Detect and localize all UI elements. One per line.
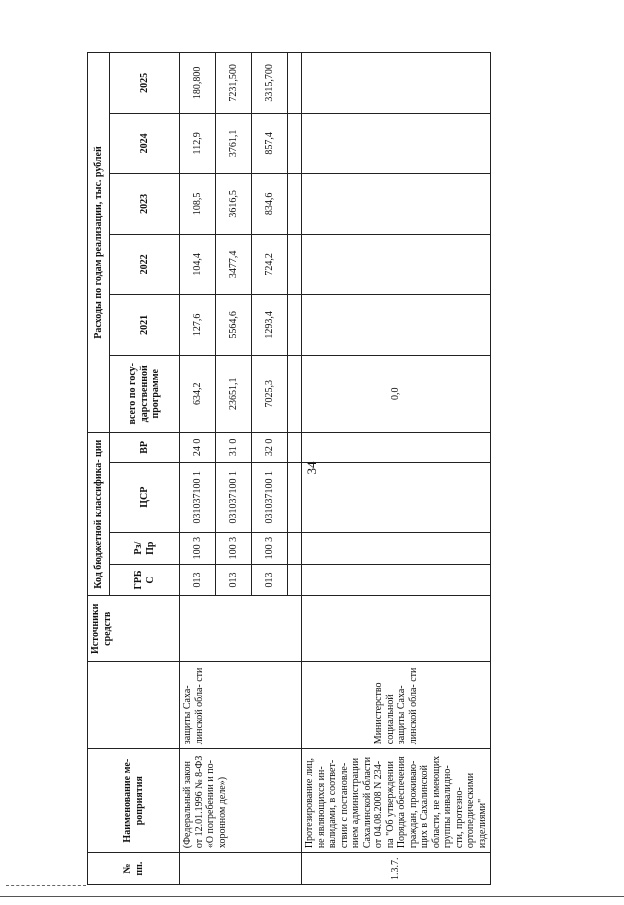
block2-executor: Министерство социальной защиты Саха- линской обла- сти	[302, 662, 491, 749]
cell-2021: 127,6	[180, 295, 216, 355]
header-2025: 2025	[110, 53, 180, 114]
cell-2025: 180,800	[180, 53, 216, 114]
cell-grbs: 013	[216, 564, 252, 596]
header-grbs: ГРБ С	[110, 564, 180, 596]
block1-name: (Федеральный закон от 12.01.1996 № 8-ФЗ «О погребении и по- хоронном деле»)	[180, 749, 302, 853]
cell-2021: 1293,4	[252, 295, 288, 355]
cell-grbs: 013	[180, 564, 216, 596]
cell-2023: 3616,5	[216, 174, 252, 234]
header-2021: 2021	[110, 295, 180, 355]
cell-2022: 3477,4	[216, 234, 252, 294]
rotated-table-container	[87, 52, 488, 885]
header-expenses: Расходы по годам реализации, тыс. рублей	[88, 53, 110, 433]
page-number: 34	[304, 461, 319, 475]
block2-num: 1.3.7.	[302, 853, 491, 885]
header-csr: ЦСР	[110, 462, 180, 532]
header-vr: ВР	[110, 433, 180, 463]
cell-2024: 112,9	[180, 113, 216, 173]
block2-total: 0,0	[302, 355, 491, 432]
header-rzpr: Рз/ Пр	[110, 532, 180, 564]
scan-edge-line	[0, 896, 624, 897]
cell-2024: 3761,1	[216, 113, 252, 173]
cell-rzpr: 100 3	[180, 532, 216, 564]
header-2023: 2023	[110, 174, 180, 234]
budget-table	[87, 52, 491, 885]
block1-num	[180, 853, 302, 885]
cell-csr: 031037100 1	[252, 462, 288, 532]
cell-2023: 108,5	[180, 174, 216, 234]
cell-grbs: 013	[252, 564, 288, 596]
block2-name: Протезирование лиц, не являющихся ин- валидами, в соответ- ствии с постановле- нием администрации Сахалинской области от 04.08.2008 N 234- па "Об утверждении Порядка обеспечения граждан, проживаю- щих в Сахалинской области, не имеющих группы инвалидно- сти, протезно- ортопедическими изделиями"	[302, 749, 491, 853]
cell-total: 634,2	[180, 355, 216, 432]
scan-artifact-dash	[6, 885, 86, 886]
cell-2025: 3315,700	[252, 53, 288, 114]
cell-2024: 857,4	[252, 113, 288, 173]
block1-source	[180, 596, 302, 662]
header-2024: 2024	[110, 113, 180, 173]
cell-total: 23651,1	[216, 355, 252, 432]
cell-csr: 031037100 1	[216, 462, 252, 532]
table-row	[302, 53, 491, 885]
header-num: № пп.	[88, 853, 180, 885]
cell-2022: 724,2	[252, 234, 288, 294]
cell-rzpr: 100 3	[252, 532, 288, 564]
header-source: Источники средств	[88, 596, 180, 662]
cell-2025: 7231,500	[216, 53, 252, 114]
cell-csr: 031037100 1	[180, 462, 216, 532]
block1-executor: защиты Саха- линской обла- сти	[180, 662, 302, 749]
header-executor	[88, 662, 180, 749]
header-name: Наименование ме- роприятия	[88, 749, 180, 853]
header-budget-code: Код бюджетной классифика- ции	[88, 433, 110, 596]
header-total: всего по госу- дарственной программе	[110, 355, 180, 432]
cell-vr: 32 0	[252, 433, 288, 463]
cell-2021: 5564,6	[216, 295, 252, 355]
cell-rzpr: 100 3	[216, 532, 252, 564]
header-2022: 2022	[110, 234, 180, 294]
cell-vr: 31 0	[216, 433, 252, 463]
cell-vr: 24 0	[180, 433, 216, 463]
cell-2022: 104,4	[180, 234, 216, 294]
cell-total: 7025,3	[252, 355, 288, 432]
cell-2023: 834,6	[252, 174, 288, 234]
rotated-table-wrapper	[87, 52, 488, 885]
table-row	[180, 53, 216, 885]
